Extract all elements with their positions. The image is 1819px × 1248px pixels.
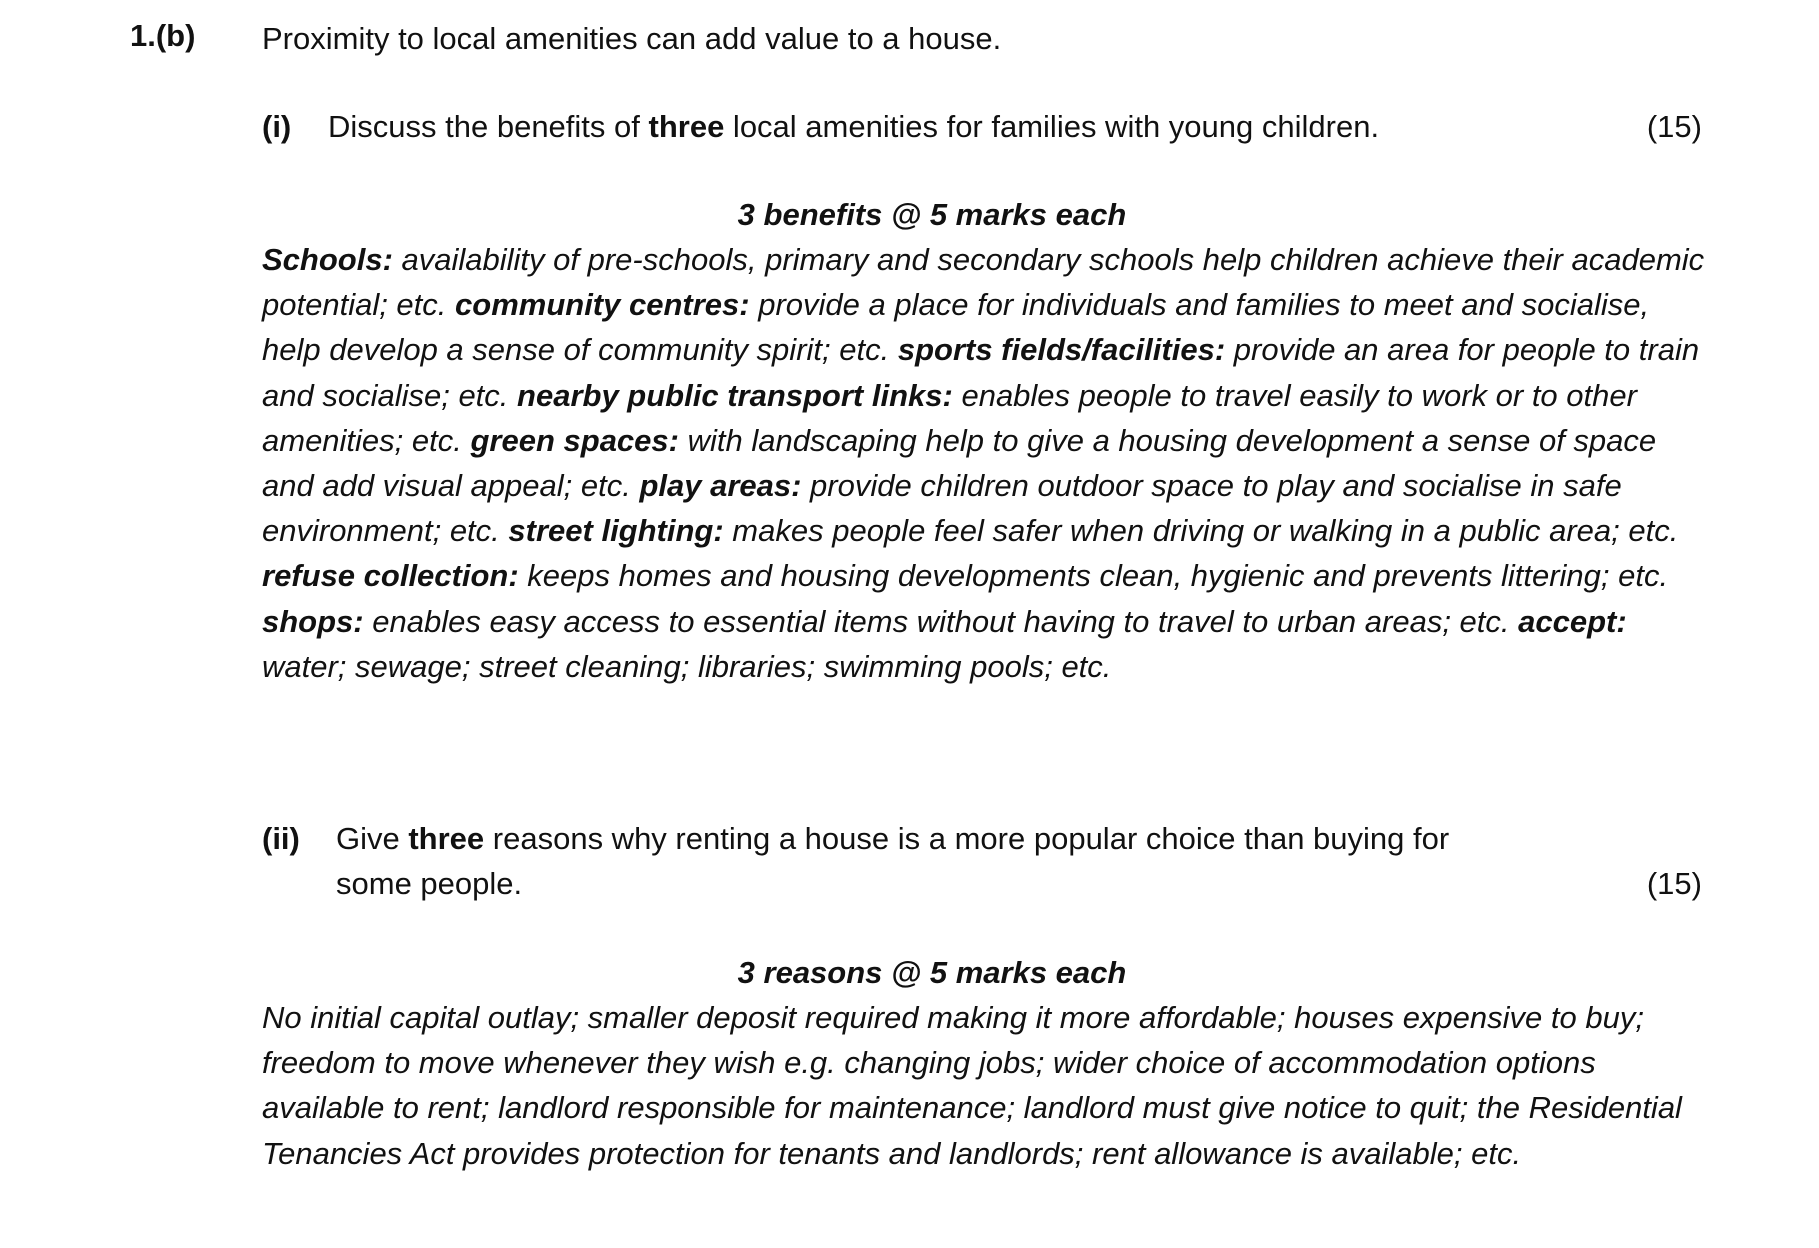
part-ii-text	[336, 816, 1456, 906]
answer-term: sports fields/facilities:	[897, 332, 1226, 368]
part-i-text-before: Discuss the benefits of	[328, 109, 649, 144]
question-number: 1.(b)	[130, 18, 196, 53]
part-i-label: (i)	[262, 109, 292, 144]
answer-desc: keeps homes and housing developments clean, hygienic and prevents littering; etc.	[518, 558, 1669, 594]
question-stem: Proximity to local amenities can add value to a house.	[262, 21, 1002, 56]
answer-desc: provide a place for individuals and families to meet and socialise, help develop a sense of community spirit; etc.	[262, 287, 1650, 368]
part-ii-text-before: Give	[336, 821, 409, 856]
part-i-text-bold: three	[648, 109, 725, 144]
part-ii-scheme-heading: 3 reasons @ 5 marks each	[737, 955, 1127, 990]
part-i-marks: (15)	[1646, 109, 1702, 144]
part-i-text	[328, 104, 1702, 149]
part-ii-text-bold: three	[408, 821, 485, 856]
answer-term: shops:	[262, 603, 364, 639]
part-i-question	[262, 104, 1702, 149]
answer-desc: enables people to travel easily to work or to other amenities; etc.	[262, 377, 1637, 458]
part-i-scheme-heading: 3 benefits @ 5 marks each	[737, 197, 1127, 232]
answer-term: street lighting:	[508, 513, 724, 549]
answer-desc: enables easy access to essential items without having to travel to urban areas; etc.	[363, 603, 1519, 639]
answer-term: community centres:	[455, 287, 750, 323]
answer-desc: provide children outdoor space to play and socialise in safe environment; etc.	[262, 468, 1622, 549]
answer-term: accept:	[1518, 603, 1627, 639]
answer-desc: availability of pre-schools, primary and secondary schools help children achieve their academic potential; etc.	[262, 242, 1705, 323]
answer-term: nearby public transport links:	[517, 377, 953, 413]
answer-term: refuse collection:	[262, 558, 519, 594]
part-ii-marks: (15)	[1646, 866, 1702, 901]
part-ii-question	[262, 816, 1702, 906]
answer-term: play areas:	[639, 468, 802, 504]
answer-desc: provide an area for people to train and socialise; etc.	[262, 332, 1700, 413]
answer-desc: makes people feel safer when driving or walking in a public area; etc.	[723, 513, 1679, 549]
part-ii-answer: No initial capital outlay; smaller deposit required making it more affordable; houses expensive to buy; freedom to move whenever they wish e.g. changing jobs; wider choice of accommodation options available to rent; landlord responsible for maintenance; landlord must give notice to quit; the Residential Tenancies Act provides protection for tenants and landlords; rent allowance is available; etc.	[262, 1000, 1682, 1171]
part-ii-label: (ii)	[262, 821, 300, 856]
answer-term: green spaces:	[470, 422, 679, 458]
answer-desc: with landscaping help to give a housing development a sense of space and add visual appeal; etc.	[262, 422, 1657, 504]
answer-term: Schools:	[262, 242, 393, 277]
part-ii-text-after: reasons why renting a house is a more popular choice than buying for some people.	[336, 821, 1450, 901]
part-i-text-after: local amenities for families with young children.	[724, 109, 1380, 144]
part-i-answer	[262, 237, 1708, 689]
answer-desc: water; sewage; street cleaning; libraries; swimming pools; etc.	[262, 648, 1112, 684]
